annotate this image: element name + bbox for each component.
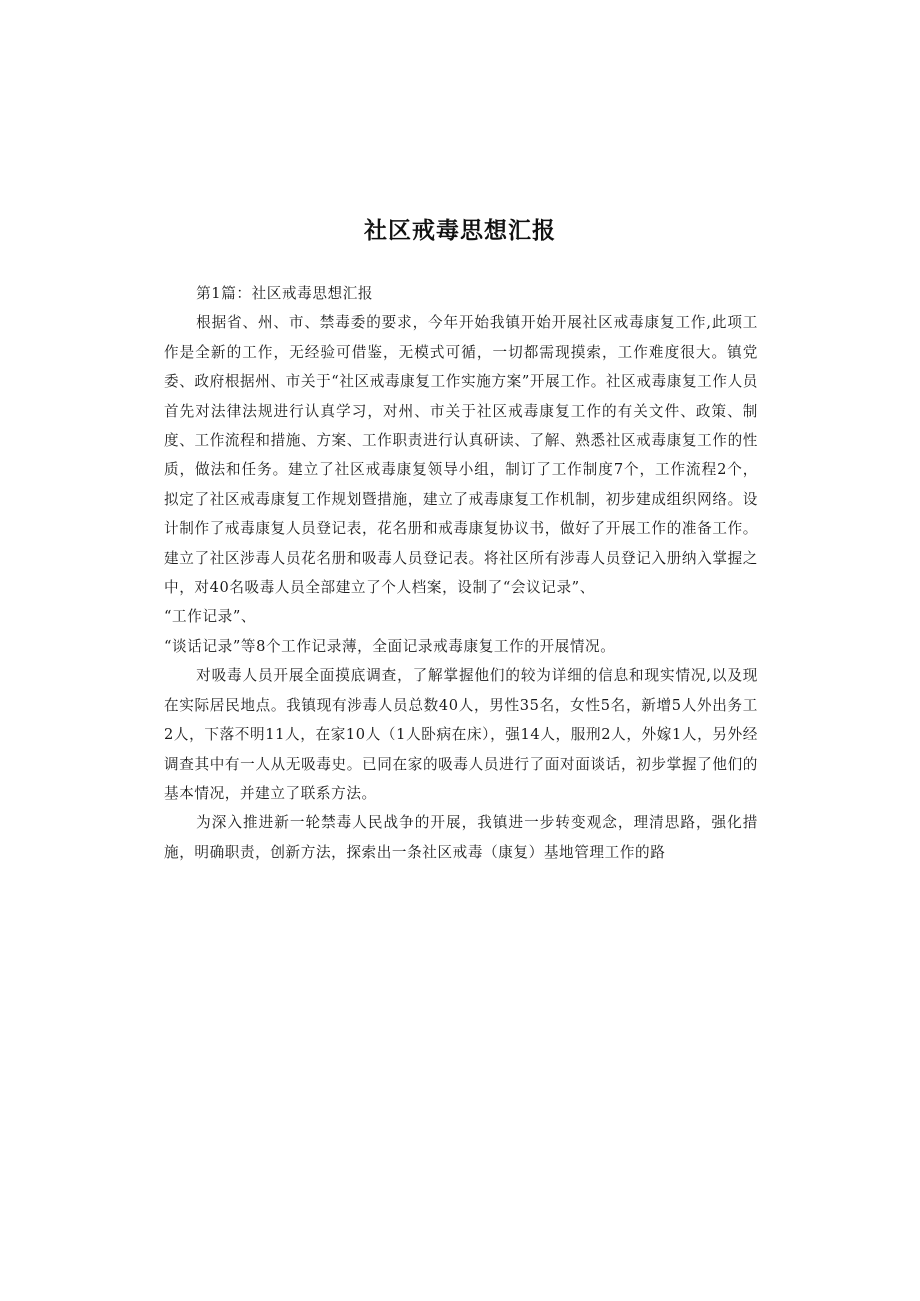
section-subtitle: 第1篇：社区戒毒思想汇报 — [196, 285, 374, 302]
record-line-1: “工作记录”、 — [164, 608, 257, 626]
paragraph-3: 为深入推进新一轮禁毒人民战争的开展，我镇进一步转变观念，理清思路，强化措施，明确职责，创新方法，探索出一条社区戒毒（康复）基地管理工作的路 — [164, 814, 758, 861]
record-line-2: “谈话记录”等8个工作记录薄，全面记录戒毒康复工作的开展情况。 — [164, 637, 616, 655]
paragraph-2: 对吸毒人员开展全面摸底调查，了解掌握他们的较为详细的信息和现实情况,以及现在实际居民地点。我镇现有涉毒人员总数40人，男性35名，女性5名，新增5人外出务工2人，下落不明11人，在家10人（1人卧病在床），强14人，服刑2人，外嫁1人，另外经调查其中有一人从无吸毒史。已同在家的吸毒人员进行了面对面谈话，初步掌握了他们的基本情况，并建立了联系方法。 — [164, 667, 758, 802]
document-title: 社区戒毒思想汇报 — [364, 218, 556, 244]
paragraph-1: 根据省、州、市、禁毒委的要求，今年开始我镇开始开展社区戒毒康复工作,此项工作是全新的工作，无经验可借鉴，无模式可循，一切都需现摸索，工作难度很大。镇党委、政府根据州、市关于“社区戒毒康复工作实施方案”开展工作。社区戒毒康复工作人员首先对法律法规进行认真学习，对州、市关于社区戒毒康复工作的有关文件、政策、制度、工作流程和措施、方案、工作职责进行认真研读、了解、熟悉社区戒毒康复工作的性质，做法和任务。建立了社区戒毒康复领导小组，制订了工作制度7个，工作流程2个，拟定了社区戒毒康复工作规划暨措施，建立了戒毒康复工作机制，初步建成组织网络。设计制作了戒毒康复人员登记表，花名册和戒毒康复协议书，做好了开展工作的准备工作。建立了社区涉毒人员花名册和吸毒人员登记表。将社区所有涉毒人员登记入册纳入掌握之中，对40名吸毒人员全部建立了个人档案，设制了“会议记录”、 — [164, 314, 758, 597]
document-body — [164, 279, 758, 867]
